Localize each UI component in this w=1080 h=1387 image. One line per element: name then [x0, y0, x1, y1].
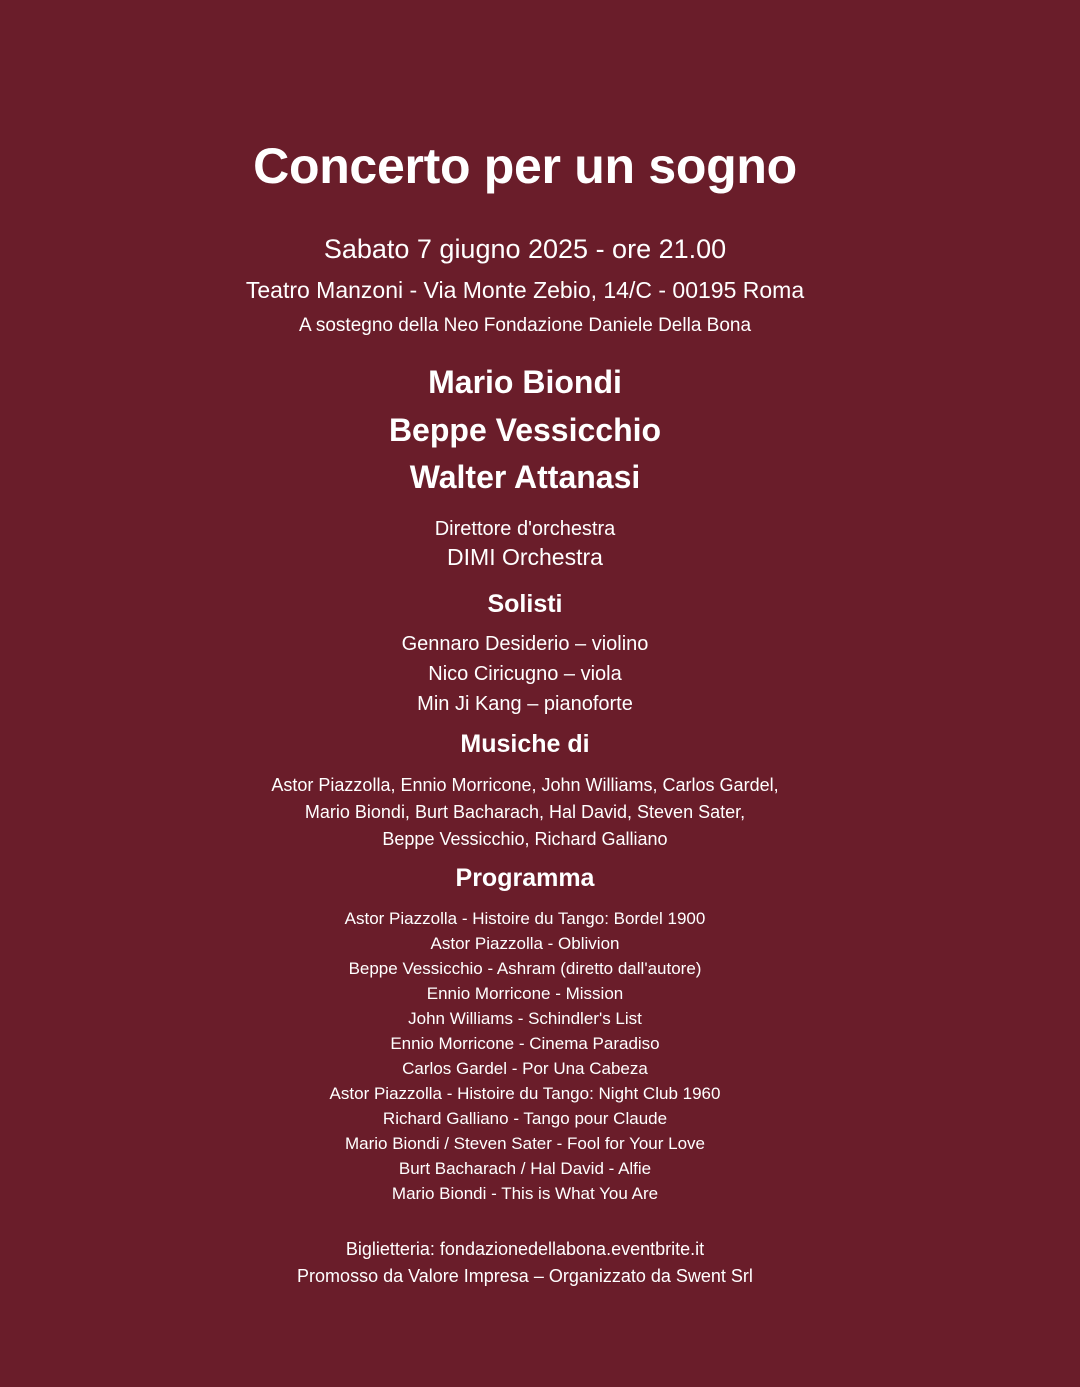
program-item: Richard Galliano - Tango pour Claude	[382, 1109, 668, 1128]
program-heading: Programma	[455, 864, 595, 892]
program-item: Beppe Vessicchio - Ashram (diretto dall'autore)	[348, 959, 702, 978]
program-item: Astor Piazzolla - Histoire du Tango: Bordel 1900	[344, 909, 706, 928]
composers-line: Beppe Vessicchio, Richard Galliano	[382, 829, 668, 849]
soloist-item: Min Ji Kang – pianoforte	[417, 693, 633, 715]
program-item: Carlos Gardel - Por Una Cabeza	[402, 1059, 648, 1078]
tickets-line: Biglietteria: fondazionedellabona.eventbrite.it	[345, 1239, 705, 1259]
poster-title: Concerto per un sogno	[253, 138, 797, 194]
program-item: Burt Bacharach / Hal David - Alfie	[398, 1159, 652, 1178]
program-item: Ennio Morricone - Mission	[426, 984, 624, 1003]
artist-name: Beppe Vessicchio	[388, 412, 662, 448]
conductor-label: Direttore d'orchestra	[434, 518, 616, 540]
program-item: Astor Piazzolla - Histoire du Tango: Night Club 1960	[329, 1084, 721, 1103]
program-item: John Williams - Schindler's List	[408, 1009, 642, 1028]
soloist-item: Gennaro Desiderio – violino	[401, 633, 649, 655]
program-item: Ennio Morricone - Cinema Paradiso	[390, 1034, 660, 1053]
program-item: Mario Biondi - This is What You Are	[391, 1184, 659, 1203]
composers-line: Mario Biondi, Burt Bacharach, Hal David, Steven Sater,	[304, 802, 746, 822]
artist-name: Mario Biondi	[428, 364, 622, 400]
music-heading: Musiche di	[460, 730, 590, 758]
event-venue: Teatro Manzoni - Via Monte Zebio, 14/C - 00195 Roma	[245, 277, 805, 303]
event-date: Sabato 7 giugno 2025 - ore 21.00	[323, 234, 727, 264]
soloist-item: Nico Ciricugno – viola	[428, 663, 622, 685]
soloists-heading: Solisti	[487, 590, 563, 618]
program-item: Mario Biondi / Steven Sater - Fool for Your Love	[344, 1134, 706, 1153]
support-line: A sostegno della Neo Fondazione Daniele Della Bona	[298, 315, 752, 336]
program-item: Astor Piazzolla - Oblivion	[430, 934, 620, 953]
credits-line: Promosso da Valore Impresa – Organizzato da Swent Srl	[297, 1266, 753, 1286]
composers-line: Astor Piazzolla, Ennio Morricone, John Williams, Carlos Gardel,	[271, 775, 779, 795]
artist-name: Walter Attanasi	[409, 459, 641, 495]
orchestra-name: DIMI Orchestra	[447, 544, 603, 570]
